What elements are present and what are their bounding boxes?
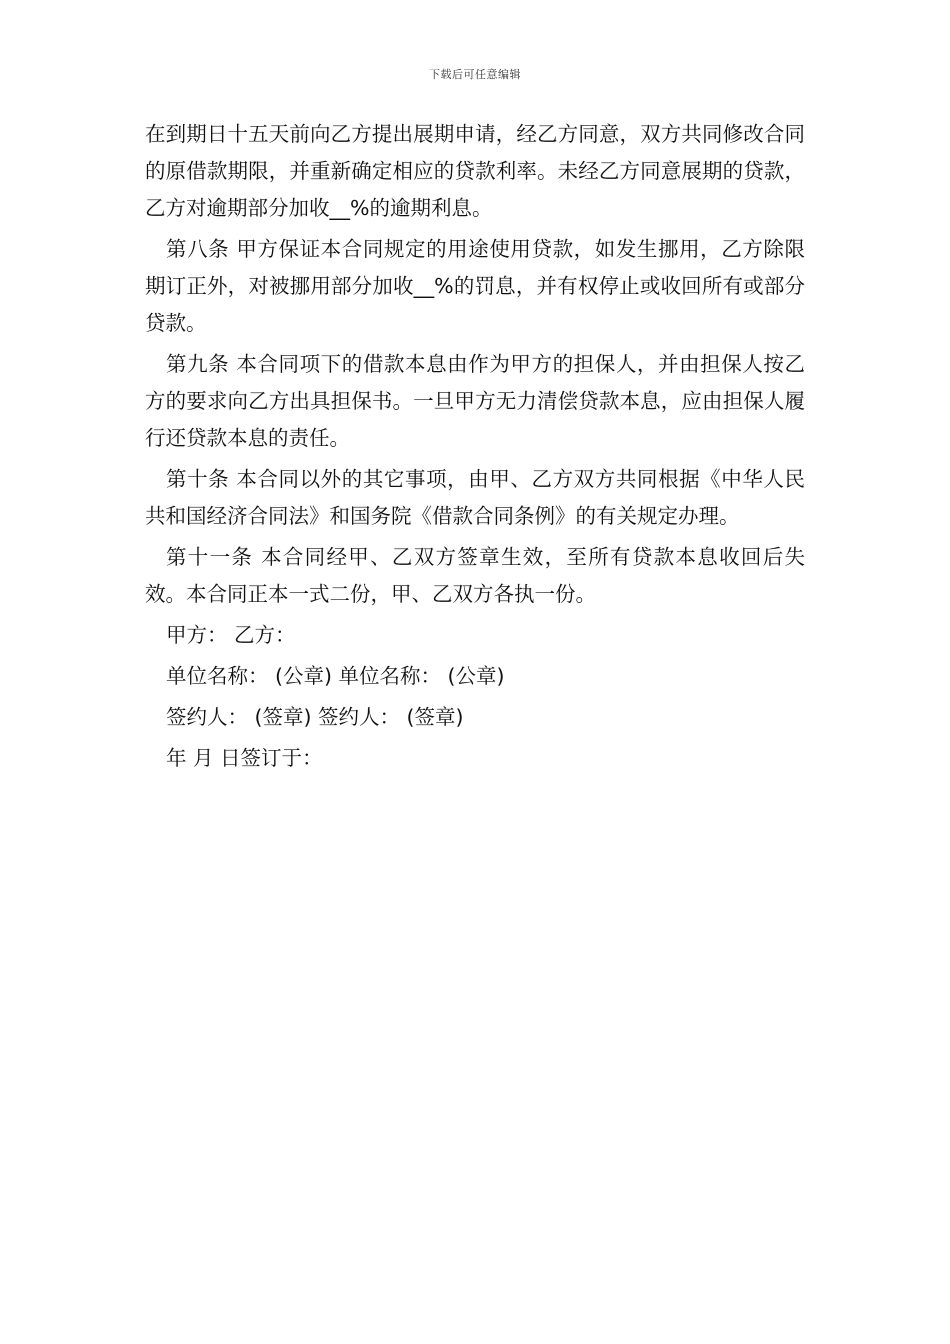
paragraph-article-9: 第九条 本合同项下的借款本息由作为甲方的担保人，并由担保人按乙方的要求向乙方出具担保书。一旦甲方无力清偿贷款本息，应由担保人履行还贷款本息的责任。 (145, 352, 805, 450)
paragraph-extension-clause: 在到期日十五天前向乙方提出展期申请，经乙方同意，双方共同修改合同的原借款期限，并重新确定相应的贷款利率。未经乙方同意展期的贷款，乙方对逾期部分加收__%的逾期利息。 (145, 122, 805, 220)
paragraph-article-8: 第八条 甲方保证本合同规定的用途使用贷款，如发生挪用，乙方除限期订正外，对被挪用部分加收__%的罚息，并有权停止或收回所有或部分贷款。 (145, 237, 805, 335)
paragraph-article-10: 第十条 本合同以外的其它事项，由甲、乙方双方共同根据《中华人民共和国经济合同法》和国务院《借款合同条例》的有关规定办理。 (145, 467, 805, 528)
signature-date-place: 年 月 日签订于： (166, 746, 323, 770)
signature-unit-names: 单位名称： (公章) 单位名称： (公章) (166, 664, 505, 688)
signature-signers: 签约人： (签章) 签约人： (签章) (166, 705, 464, 729)
document-body (145, 116, 805, 781)
signature-parties: 甲方： 乙方： (166, 623, 296, 647)
page-header-note: 下载后可任意编辑 (429, 68, 521, 81)
paragraph-article-11: 第十一条 本合同经甲、乙双方签章生效，至所有贷款本息收回后失效。本合同正本一式二份，甲、乙双方各执一份。 (145, 545, 805, 606)
